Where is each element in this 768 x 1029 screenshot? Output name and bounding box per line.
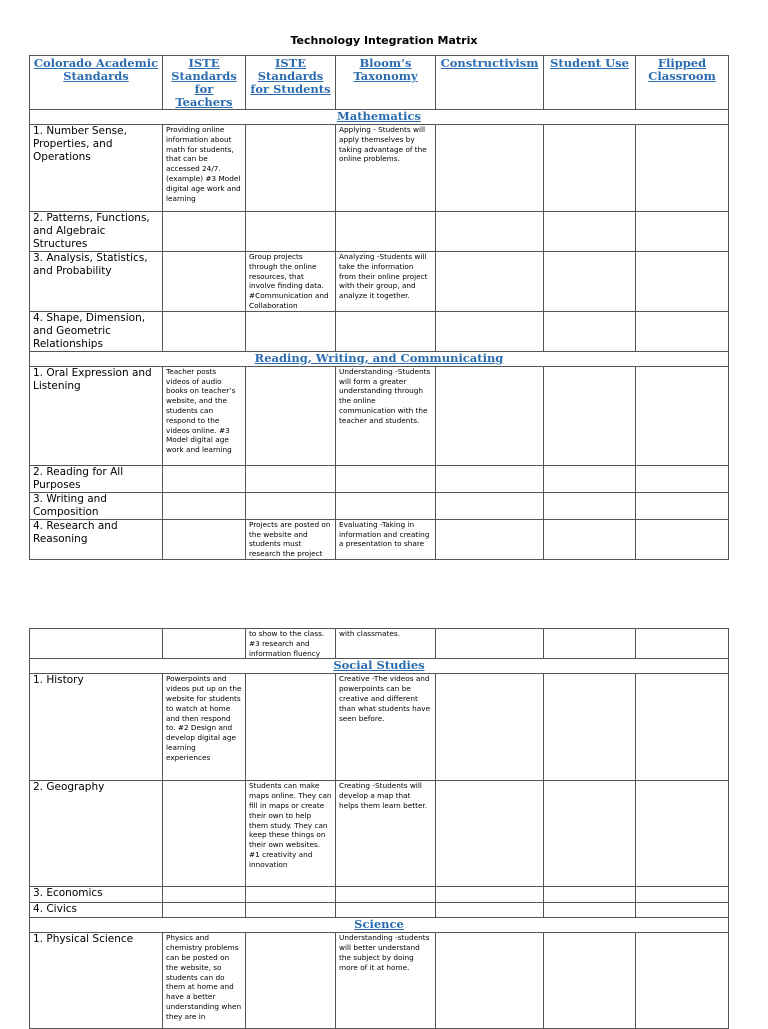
flipped-classroom-cell [636, 366, 729, 465]
flipped-classroom-cell [636, 252, 729, 312]
iste-students-cell [246, 125, 336, 212]
flipped-classroom-cell [636, 492, 729, 519]
header-iste-teachers[interactable]: ISTE Standards for Teachers [163, 56, 246, 110]
header-iste-students[interactable]: ISTE Standards for Students [246, 56, 336, 110]
section-row [30, 351, 729, 366]
table-row [30, 781, 729, 887]
constructivism-cell [436, 465, 544, 492]
table-row [30, 465, 729, 492]
constructivism-cell [436, 933, 544, 1029]
iste-students-cell: Projects are posted on the website and students must research the project [246, 519, 336, 559]
blooms-cell: Analyzing -Students will take the information from their online project with their group, and analyze it together. [336, 252, 436, 312]
section-row [30, 110, 729, 125]
constructivism-cell [436, 125, 544, 212]
constructivism-cell [436, 887, 544, 903]
table-row [30, 492, 729, 519]
blooms-cell: Creative -The videos and powerpoints can be creative and different than what students have seen before. [336, 674, 436, 781]
header-student-use[interactable]: Student Use [544, 56, 636, 110]
iste-teachers-cell [163, 492, 246, 519]
student-use-cell [544, 212, 636, 252]
blooms-cell: Understanding -Students will form a greater understanding through the online communication with the teacher and students. [336, 366, 436, 465]
iste-students-cell [246, 366, 336, 465]
table-row [30, 519, 729, 559]
iste-teachers-cell [163, 887, 246, 903]
blooms-cell [336, 492, 436, 519]
standard-cell: 2. Reading for All Purposes [30, 465, 163, 492]
iste-students-cell [246, 903, 336, 918]
iste-students-cell [246, 933, 336, 1029]
table-row [30, 674, 729, 781]
constructivism-cell [436, 311, 544, 351]
constructivism-cell [436, 519, 544, 559]
header-constructivism[interactable]: Constructivism [436, 56, 544, 110]
flipped-classroom-cell [636, 933, 729, 1029]
standard-cell: 2. Geography [30, 781, 163, 887]
table-row [30, 366, 729, 465]
blooms-cell [336, 887, 436, 903]
student-use-cell [544, 366, 636, 465]
iste-teachers-cell [163, 781, 246, 887]
flipped-classroom-cell [636, 465, 729, 492]
iste-teachers-cell: Providing online information about math for students, that can be accessed 24/7. (example) #3 Model digital age work and learning [163, 125, 246, 212]
student-use-cell [544, 674, 636, 781]
iste-students-cell: Group projects through the online resources, that involve finding data. #Communication and Collaboration [246, 252, 336, 312]
section-science[interactable]: Science [30, 918, 729, 933]
iste-students-cell: Students can make maps online. They can fill in maps or create their own to help them study. They can keep these things on their own websites. #1 creativity and innovation [246, 781, 336, 887]
section-reading-writing[interactable]: Reading, Writing, and Communicating [30, 351, 729, 366]
blooms-cell: Evaluating -Taking in information and creating a presentation to share [336, 519, 436, 559]
table-row [30, 311, 729, 351]
student-use-cell [544, 465, 636, 492]
student-use-cell [544, 933, 636, 1029]
student-use-cell [544, 492, 636, 519]
table-row [30, 629, 729, 659]
student-use-cell [544, 781, 636, 887]
blooms-cell: Creating -Students will develop a map that helps them learn better. [336, 781, 436, 887]
iste-students-cell [246, 674, 336, 781]
table-row [30, 252, 729, 312]
constructivism-cell [436, 629, 544, 659]
iste-students-cell [246, 311, 336, 351]
blooms-cell: Applying - Students will apply themselves by taking advantage of the online problems. [336, 125, 436, 212]
standard-cell: 3. Writing and Composition [30, 492, 163, 519]
blooms-cell [336, 465, 436, 492]
document-title: Technology Integration Matrix [290, 34, 478, 47]
student-use-cell [544, 903, 636, 918]
standard-cell: 1. History [30, 674, 163, 781]
header-flipped-classroom[interactable]: Flipped Classroom [636, 56, 729, 110]
standard-cell [30, 629, 163, 659]
iste-teachers-cell [163, 903, 246, 918]
student-use-cell [544, 125, 636, 212]
standard-cell: 1. Number Sense, Properties, and Operations [30, 125, 163, 212]
iste-teachers-cell: Teacher posts videos of audio books on teacher’s website, and the students can respond to the videos online. #3 Model digital age work and learning [163, 366, 246, 465]
table-row [30, 903, 729, 918]
standard-cell: 3. Economics [30, 887, 163, 903]
matrix-table-page-2 [29, 628, 729, 1029]
flipped-classroom-cell [636, 212, 729, 252]
iste-students-cell [246, 212, 336, 252]
student-use-cell [544, 311, 636, 351]
standard-cell: 4. Shape, Dimension, and Geometric Relationships [30, 311, 163, 351]
table-row [30, 125, 729, 212]
flipped-classroom-cell [636, 629, 729, 659]
iste-teachers-cell: Physics and chemistry problems can be posted on the website, so students can do them at home and have a better understanding when they are in [163, 933, 246, 1029]
flipped-classroom-cell [636, 674, 729, 781]
iste-teachers-cell [163, 629, 246, 659]
table-row [30, 212, 729, 252]
matrix-table-page-1 [29, 55, 729, 560]
standard-cell: 1. Physical Science [30, 933, 163, 1029]
blooms-cell [336, 212, 436, 252]
section-mathematics[interactable]: Mathematics [30, 110, 729, 125]
blooms-cell: with classmates. [336, 629, 436, 659]
iste-teachers-cell [163, 252, 246, 312]
flipped-classroom-cell [636, 781, 729, 887]
section-row [30, 918, 729, 933]
flipped-classroom-cell [636, 887, 729, 903]
constructivism-cell [436, 674, 544, 781]
iste-teachers-cell: Powerpoints and videos put up on the website for students to watch at home and then respond to. #2 Design and develop digital age learning experiences [163, 674, 246, 781]
blooms-cell [336, 903, 436, 918]
flipped-classroom-cell [636, 519, 729, 559]
header-row [30, 56, 729, 110]
flipped-classroom-cell [636, 311, 729, 351]
iste-students-cell [246, 887, 336, 903]
standard-cell: 2. Patterns, Functions, and Algebraic Structures [30, 212, 163, 252]
section-social-studies[interactable]: Social Studies [30, 659, 729, 674]
iste-students-cell: to show to the class. #3 research and information fluency [246, 629, 336, 659]
flipped-classroom-cell [636, 903, 729, 918]
blooms-cell [336, 311, 436, 351]
student-use-cell [544, 887, 636, 903]
standard-cell: 4. Civics [30, 903, 163, 918]
standard-cell: 4. Research and Reasoning [30, 519, 163, 559]
constructivism-cell [436, 366, 544, 465]
constructivism-cell [436, 903, 544, 918]
student-use-cell [544, 519, 636, 559]
iste-teachers-cell [163, 212, 246, 252]
blooms-cell: Understanding -students will better understand the subject by doing more of it at home. [336, 933, 436, 1029]
iste-teachers-cell [163, 519, 246, 559]
student-use-cell [544, 629, 636, 659]
standard-cell: 1. Oral Expression and Listening [30, 366, 163, 465]
constructivism-cell [436, 492, 544, 519]
flipped-classroom-cell [636, 125, 729, 212]
standard-cell: 3. Analysis, Statistics, and Probability [30, 252, 163, 312]
header-blooms-taxonomy[interactable]: Bloom’s Taxonomy [336, 56, 436, 110]
student-use-cell [544, 252, 636, 312]
table-row [30, 887, 729, 903]
section-row [30, 659, 729, 674]
iste-students-cell [246, 492, 336, 519]
iste-teachers-cell [163, 465, 246, 492]
header-colorado-standards[interactable]: Colorado Academic Standards [30, 56, 163, 110]
iste-students-cell [246, 465, 336, 492]
iste-teachers-cell [163, 311, 246, 351]
table-row [30, 933, 729, 1029]
constructivism-cell [436, 252, 544, 312]
constructivism-cell [436, 781, 544, 887]
constructivism-cell [436, 212, 544, 252]
